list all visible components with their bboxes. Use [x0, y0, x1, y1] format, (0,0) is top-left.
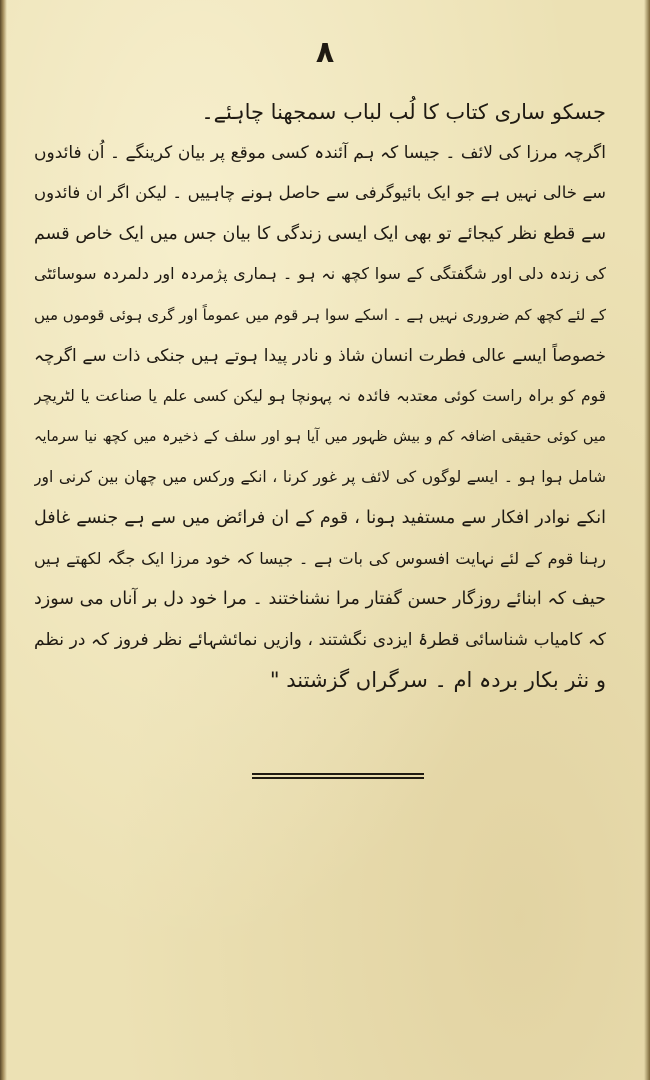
text-line: کہ کامیاب شناسائی قطرۂ ایزدی نگشتند ، وازیں نمائشہائے نظر فروز کہ در نظم [34, 629, 606, 650]
body-text [34, 92, 606, 701]
page-number: ۸ [315, 35, 335, 70]
text-line: کی زندہ دلی اور شگفتگی کے سوا کچھ نہ ہو ۔ ہماری پژمردہ اور دلمردہ سوسائٹی [34, 264, 606, 284]
page-edge-right [644, 0, 650, 1080]
divider-line [252, 773, 424, 775]
text-line: کے لئے کچھ کم ضروری نہیں ہے ۔ اسکے سوا ہر قوم میں عموماً اور گری ہوئی قوموں میں [34, 305, 606, 324]
text-line: سے خالی نہیں ہے جو ایک بائیوگرفی سے حاصل ہونے چاہییں ۔ لیکن اگر ان فائدوں [34, 183, 606, 203]
text-line: قوم کو براہ راست کوئی معتدبہ فائدہ نہ پہونچا ہو لیکن کسی علم یا صناعت یا لٹریچر [34, 387, 606, 406]
page-edge-left [0, 0, 7, 1080]
text-line: جسکو ساری کتاب کا لُب لباب سمجھنا چاہئے۔ [201, 100, 606, 124]
text-line: شامل ہوا ہو ۔ ایسے لوگوں کی لائف پر غور کرنا ، انکے ورکس میں چھان بین کرنی اور [34, 468, 606, 487]
text-line: و نثر بکار بردہ ام ۔ سرگراں گزشتند " [269, 668, 606, 693]
text-line: انکے نوادر افکار سے مستفید ہونا ، قوم کے ان فرائض میں سے ہے جنسے غافل [34, 507, 606, 528]
text-line: سے قطع نظر کیجائے تو بھی ایک ایسی زندگی کا بیان جس میں ایک خاص قسم [34, 223, 606, 244]
text-line: حیف کہ ابنائے روزگار حسن گفتار مرا نشناختند ۔ مرا خود دل بر آناں می سوزد [34, 589, 606, 610]
text-line: خصوصاً ایسے عالی فطرت انسان شاذ و نادر پیدا ہوتے ہیں جنکی ذات سے اگرچہ [34, 345, 606, 366]
divider-line [252, 777, 424, 779]
section-divider [252, 773, 424, 779]
text-line: اگرچہ مرزا کی لائف ۔ جیسا کہ ہم آئندہ کسی موقع پر بیان کرینگے ۔ اُن فائدوں [34, 142, 606, 163]
text-line: رہنا قوم کے لئے نہایت افسوس کی بات ہے ۔ جیسا کہ خود مرزا ایک جگہ لکھتے ہیں [34, 548, 606, 568]
text-line: میں کوئی حقیقی اضافہ کم و بیش ظہور میں آیا ہو اور سلف کے ذخیرہ میں کچھ نیا سرمایہ [34, 428, 606, 445]
